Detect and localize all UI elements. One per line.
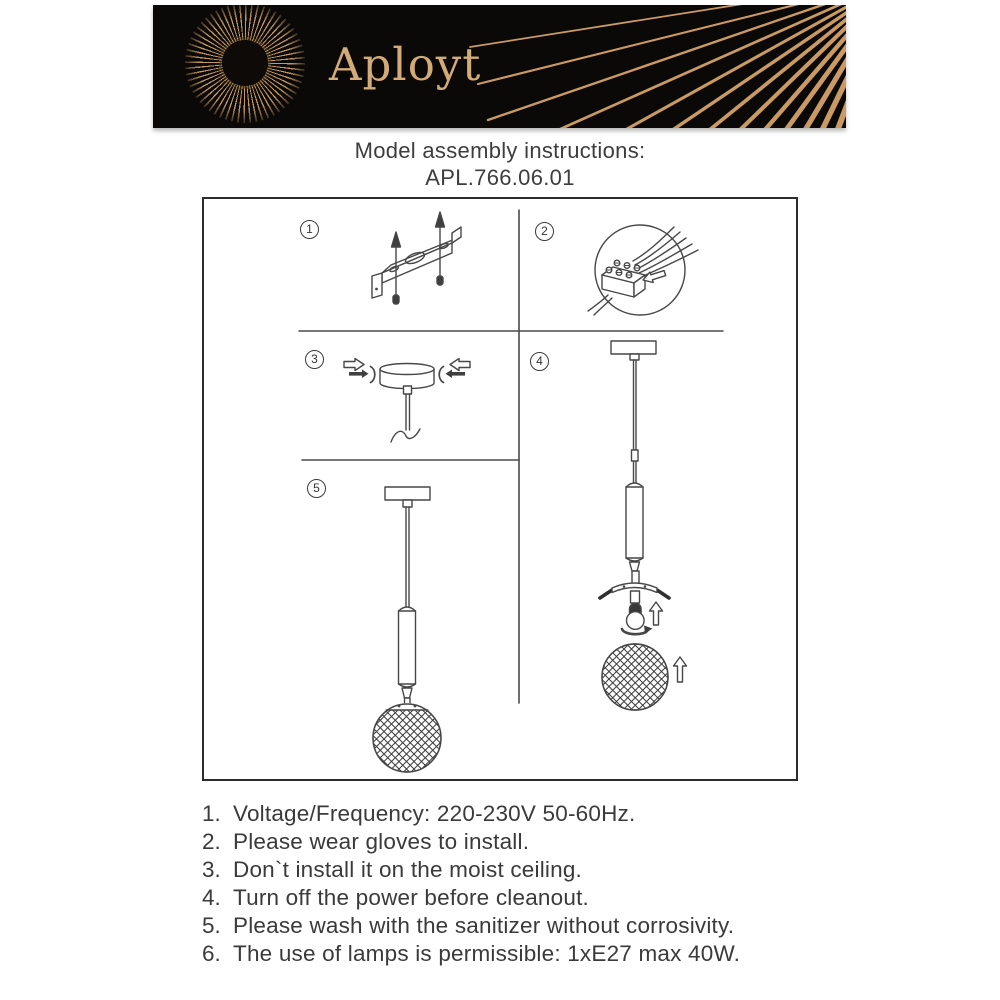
instruction-text: Voltage/Frequency: 220-230V 50-60Hz. xyxy=(233,801,636,826)
step5-assembled-pendant-drawing xyxy=(373,487,441,772)
step3-canopy-drawing xyxy=(344,359,470,443)
brand-logo-text: Aployt xyxy=(329,38,482,91)
instruction-item xyxy=(202,857,902,885)
instruction-number: 1. xyxy=(202,801,221,826)
step-marker-3: 3 xyxy=(305,350,324,369)
instruction-item xyxy=(202,913,902,941)
step-marker-1: 1 xyxy=(300,220,319,239)
corner-rays-decoration xyxy=(153,5,846,128)
instruction-item xyxy=(202,941,902,969)
page-title: Model assembly instructions: xyxy=(354,138,646,163)
step2-wiring-drawing xyxy=(588,225,698,315)
step1-bracket-drawing xyxy=(372,212,461,304)
instruction-text: Please wash with the sanitizer without corrosivity. xyxy=(233,913,735,938)
instruction-text: Turn off the power before cleanout. xyxy=(233,885,589,910)
instruction-list xyxy=(202,801,902,969)
instruction-number: 5. xyxy=(202,913,221,938)
instruction-item xyxy=(202,885,902,913)
step-marker-2: 2 xyxy=(535,222,554,241)
step4-exploded-pendant-drawing xyxy=(600,341,687,710)
instruction-number: 6. xyxy=(202,941,221,966)
instruction-number: 3. xyxy=(202,857,221,882)
instruction-item xyxy=(202,829,902,857)
title-block xyxy=(0,137,1000,191)
instruction-text: Don`t install it on the moist ceiling. xyxy=(233,857,583,882)
instruction-number: 4. xyxy=(202,885,221,910)
step-marker-4: 4 xyxy=(530,352,549,371)
assembly-diagram-drawing xyxy=(204,199,796,779)
instruction-item xyxy=(202,801,902,829)
instruction-text: The use of lamps is permissible: 1xE27 max 40W. xyxy=(233,941,741,966)
model-code: APL.766.06.01 xyxy=(425,165,575,190)
assembly-diagram-panel xyxy=(202,197,798,781)
instruction-number: 2. xyxy=(202,829,221,854)
instruction-text: Please wear gloves to install. xyxy=(233,829,530,854)
brand-banner xyxy=(153,5,846,128)
step-marker-5: 5 xyxy=(307,479,326,498)
